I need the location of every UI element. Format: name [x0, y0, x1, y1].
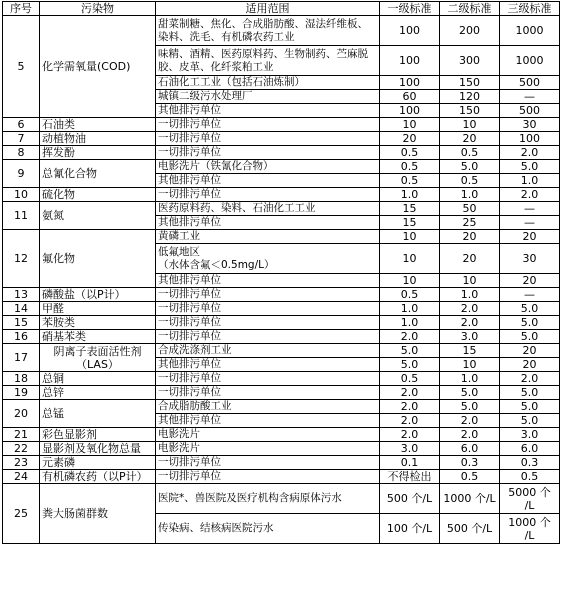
table-row [3, 400, 560, 414]
application-scope: 医院*、兽医院及医疗机构含病原体污水 [156, 484, 380, 514]
header-row [3, 2, 560, 16]
grade-1-value: 1.0 [380, 188, 440, 202]
grade-1-value: 10 [380, 274, 440, 288]
grade-1-value: 15 [380, 216, 440, 230]
header-grade-2: 二级标准 [440, 2, 500, 16]
pollutant-name: 显影剂及氧化物总量 [40, 442, 156, 456]
row-number: 10 [3, 188, 40, 202]
application-scope: 合成洗涤剂工业 [156, 344, 380, 358]
application-scope: 传染病、结核病医院污水 [156, 514, 380, 544]
grade-2-value: 2.0 [440, 302, 500, 316]
table-row [3, 456, 560, 470]
table-row [3, 132, 560, 146]
row-number: 16 [3, 330, 40, 344]
table-row [3, 188, 560, 202]
row-number: 6 [3, 118, 40, 132]
grade-2-value: 200 [440, 16, 500, 46]
grade-1-value: 2.0 [380, 400, 440, 414]
grade-3-value: 20 [500, 274, 560, 288]
grade-1-value: 3.0 [380, 442, 440, 456]
grade-3-value: 20 [500, 358, 560, 372]
grade-2-value: 1000 个/L [440, 484, 500, 514]
grade-1-value: 不得检出 [380, 470, 440, 484]
application-scope: 低氟地区 （水体含氟＜0.5mg/L） [156, 244, 380, 274]
row-number: 8 [3, 146, 40, 160]
grade-2-value: 1.0 [440, 188, 500, 202]
grade-3-value: 0.5 [500, 470, 560, 484]
grade-1-value: 0.5 [380, 372, 440, 386]
grade-2-value: 500 个/L [440, 514, 500, 544]
grade-3-value: 5000 个 /L [500, 484, 560, 514]
application-scope: 一切排污单位 [156, 386, 380, 400]
grade-1-value: 5.0 [380, 358, 440, 372]
table-row [3, 470, 560, 484]
row-number: 19 [3, 386, 40, 400]
row-number: 11 [3, 202, 40, 230]
application-scope: 一切排污单位 [156, 146, 380, 160]
grade-3-value: 500 [500, 76, 560, 90]
row-number: 24 [3, 470, 40, 484]
grade-2-value: 0.5 [440, 470, 500, 484]
pollutant-name: 甲醛 [40, 302, 156, 316]
application-scope: 一切排污单位 [156, 470, 380, 484]
grade-3-value: 5.0 [500, 386, 560, 400]
grade-1-value: 60 [380, 90, 440, 104]
grade-2-value: 120 [440, 90, 500, 104]
pollutant-name: 硫化物 [40, 188, 156, 202]
application-scope: 合成脂肪酸工业 [156, 400, 380, 414]
grade-2-value: 1.0 [440, 372, 500, 386]
pollutant-name: 挥发酚 [40, 146, 156, 160]
grade-2-value: 2.0 [440, 414, 500, 428]
grade-2-value: 300 [440, 46, 500, 76]
application-scope: 一切排污单位 [156, 302, 380, 316]
application-scope: 电影洗片 [156, 442, 380, 456]
table-row [3, 428, 560, 442]
grade-2-value: 5.0 [440, 386, 500, 400]
grade-1-value: 0.5 [380, 288, 440, 302]
grade-1-value: 10 [380, 244, 440, 274]
grade-1-value: 1.0 [380, 316, 440, 330]
pollutant-name: 苯胺类 [40, 316, 156, 330]
pollutant-name: 磷酸盐（以P计） [40, 288, 156, 302]
grade-3-value: 6.0 [500, 442, 560, 456]
grade-1-value: 100 [380, 76, 440, 90]
grade-2-value: 1.0 [440, 288, 500, 302]
grade-1-value: 0.5 [380, 174, 440, 188]
row-number: 21 [3, 428, 40, 442]
grade-3-value: 1000 个 /L [500, 514, 560, 544]
table-row [3, 202, 560, 216]
grade-1-value: 0.5 [380, 160, 440, 174]
grade-1-value: 20 [380, 132, 440, 146]
grade-2-value: 3.0 [440, 330, 500, 344]
application-scope: 一切排污单位 [156, 132, 380, 146]
table-row [3, 230, 560, 244]
grade-3-value: 2.0 [500, 146, 560, 160]
grade-3-value: — [500, 216, 560, 230]
row-number: 5 [3, 16, 40, 118]
row-number: 17 [3, 344, 40, 372]
table-row [3, 16, 560, 46]
application-scope: 黄磷工业 [156, 230, 380, 244]
grade-3-value: — [500, 288, 560, 302]
row-number: 22 [3, 442, 40, 456]
grade-1-value: 1.0 [380, 302, 440, 316]
pollutant-standards-table [2, 1, 560, 544]
pollutant-name: 元素磷 [40, 456, 156, 470]
grade-3-value: 3.0 [500, 428, 560, 442]
application-scope: 一切排污单位 [156, 330, 380, 344]
grade-3-value: — [500, 90, 560, 104]
table-row [3, 288, 560, 302]
grade-2-value: 5.0 [440, 160, 500, 174]
row-number: 20 [3, 400, 40, 428]
table-row [3, 484, 560, 514]
pollutant-name: 氟化物 [40, 230, 156, 288]
grade-1-value: 100 [380, 46, 440, 76]
grade-3-value: 1.0 [500, 174, 560, 188]
grade-2-value: 20 [440, 230, 500, 244]
grade-3-value: 5.0 [500, 414, 560, 428]
application-scope: 其他排污单位 [156, 174, 380, 188]
grade-2-value: 0.3 [440, 456, 500, 470]
table-row [3, 386, 560, 400]
pollutant-name: 粪大肠菌群数 [40, 484, 156, 544]
pollutant-name: 总锰 [40, 400, 156, 428]
grade-2-value: 10 [440, 358, 500, 372]
row-number: 18 [3, 372, 40, 386]
application-scope: 味精、酒精、医药原料药、生物制药、苎麻脱胶、皮革、化纤浆粕工业 [156, 46, 380, 76]
pollutant-name: 氨氮 [40, 202, 156, 230]
grade-1-value: 100 [380, 16, 440, 46]
grade-1-value: 2.0 [380, 414, 440, 428]
grade-2-value: 10 [440, 118, 500, 132]
table-row [3, 146, 560, 160]
application-scope: 一切排污单位 [156, 316, 380, 330]
grade-3-value: 0.3 [500, 456, 560, 470]
grade-2-value: 2.0 [440, 316, 500, 330]
grade-3-value: 2.0 [500, 372, 560, 386]
grade-3-value: 30 [500, 244, 560, 274]
grade-3-value: 20 [500, 230, 560, 244]
application-scope: 其他排污单位 [156, 274, 380, 288]
grade-2-value: 50 [440, 202, 500, 216]
application-scope: 一切排污单位 [156, 118, 380, 132]
row-number: 9 [3, 160, 40, 188]
grade-3-value: 5.0 [500, 330, 560, 344]
grade-2-value: 2.0 [440, 428, 500, 442]
pollutant-name: 阴离子表面活性剂 （LAS） [40, 344, 156, 372]
application-scope: 一切排污单位 [156, 372, 380, 386]
grade-1-value: 2.0 [380, 428, 440, 442]
grade-3-value: 2.0 [500, 188, 560, 202]
grade-1-value: 2.0 [380, 330, 440, 344]
grade-1-value: 2.0 [380, 386, 440, 400]
application-scope: 其他排污单位 [156, 414, 380, 428]
grade-2-value: 150 [440, 104, 500, 118]
application-scope: 甜菜制糖、焦化、合成脂肪酸、湿法纤维板、染料、洗毛、有机磷农药工业 [156, 16, 380, 46]
table-row [3, 316, 560, 330]
table-row [3, 302, 560, 316]
table-body [3, 16, 560, 544]
grade-1-value: 0.5 [380, 146, 440, 160]
header-grade-3: 三级标准 [500, 2, 560, 16]
grade-3-value: 5.0 [500, 302, 560, 316]
grade-3-value: 1000 [500, 46, 560, 76]
pollutant-name: 总氰化合物 [40, 160, 156, 188]
application-scope: 电影洗片（铁氰化合物） [156, 160, 380, 174]
pollutant-name: 石油类 [40, 118, 156, 132]
header-number: 序号 [3, 2, 40, 16]
table-row [3, 442, 560, 456]
grade-1-value: 500 个/L [380, 484, 440, 514]
application-scope: 医药原料药、染料、石油化工工业 [156, 202, 380, 216]
row-number: 25 [3, 484, 40, 544]
grade-2-value: 20 [440, 132, 500, 146]
pollutant-name: 彩色显影剂 [40, 428, 156, 442]
table-row [3, 344, 560, 358]
application-scope: 其他排污单位 [156, 104, 380, 118]
grade-3-value: — [500, 202, 560, 216]
grade-2-value: 5.0 [440, 400, 500, 414]
grade-2-value: 25 [440, 216, 500, 230]
application-scope: 城镇二级污水处理厂 [156, 90, 380, 104]
header-scope: 适用范围 [156, 2, 380, 16]
grade-2-value: 15 [440, 344, 500, 358]
grade-3-value: 20 [500, 344, 560, 358]
pollutant-name: 总铜 [40, 372, 156, 386]
row-number: 13 [3, 288, 40, 302]
row-number: 7 [3, 132, 40, 146]
grade-2-value: 20 [440, 244, 500, 274]
grade-1-value: 100 个/L [380, 514, 440, 544]
pollutant-name: 有机磷农药（以P计） [40, 470, 156, 484]
row-number: 14 [3, 302, 40, 316]
grade-1-value: 15 [380, 202, 440, 216]
grade-1-value: 100 [380, 104, 440, 118]
application-scope: 一切排污单位 [156, 456, 380, 470]
grade-3-value: 1000 [500, 16, 560, 46]
grade-2-value: 0.5 [440, 174, 500, 188]
row-number: 15 [3, 316, 40, 330]
table-row [3, 372, 560, 386]
grade-3-value: 5.0 [500, 400, 560, 414]
pollutant-name: 动植物油 [40, 132, 156, 146]
pollutant-name: 总锌 [40, 386, 156, 400]
application-scope: 其他排污单位 [156, 216, 380, 230]
grade-1-value: 0.1 [380, 456, 440, 470]
grade-2-value: 6.0 [440, 442, 500, 456]
application-scope: 电影洗片 [156, 428, 380, 442]
application-scope: 一切排污单位 [156, 288, 380, 302]
grade-3-value: 500 [500, 104, 560, 118]
grade-1-value: 10 [380, 118, 440, 132]
grade-3-value: 5.0 [500, 160, 560, 174]
header-grade-1: 一级标准 [380, 2, 440, 16]
grade-2-value: 150 [440, 76, 500, 90]
application-scope: 一切排污单位 [156, 188, 380, 202]
application-scope: 其他排污单位 [156, 358, 380, 372]
table-row [3, 330, 560, 344]
table-row [3, 118, 560, 132]
row-number: 23 [3, 456, 40, 470]
grade-3-value: 5.0 [500, 316, 560, 330]
grade-2-value: 10 [440, 274, 500, 288]
grade-1-value: 5.0 [380, 344, 440, 358]
grade-3-value: 30 [500, 118, 560, 132]
pollutant-name: 化学需氧量(COD) [40, 16, 156, 118]
table-row [3, 160, 560, 174]
application-scope: 石油化工工业（包括石油炼制） [156, 76, 380, 90]
pollutant-name: 硝基苯类 [40, 330, 156, 344]
grade-3-value: 100 [500, 132, 560, 146]
grade-1-value: 10 [380, 230, 440, 244]
row-number: 12 [3, 230, 40, 288]
grade-2-value: 0.5 [440, 146, 500, 160]
header-pollutant: 污染物 [40, 2, 156, 16]
